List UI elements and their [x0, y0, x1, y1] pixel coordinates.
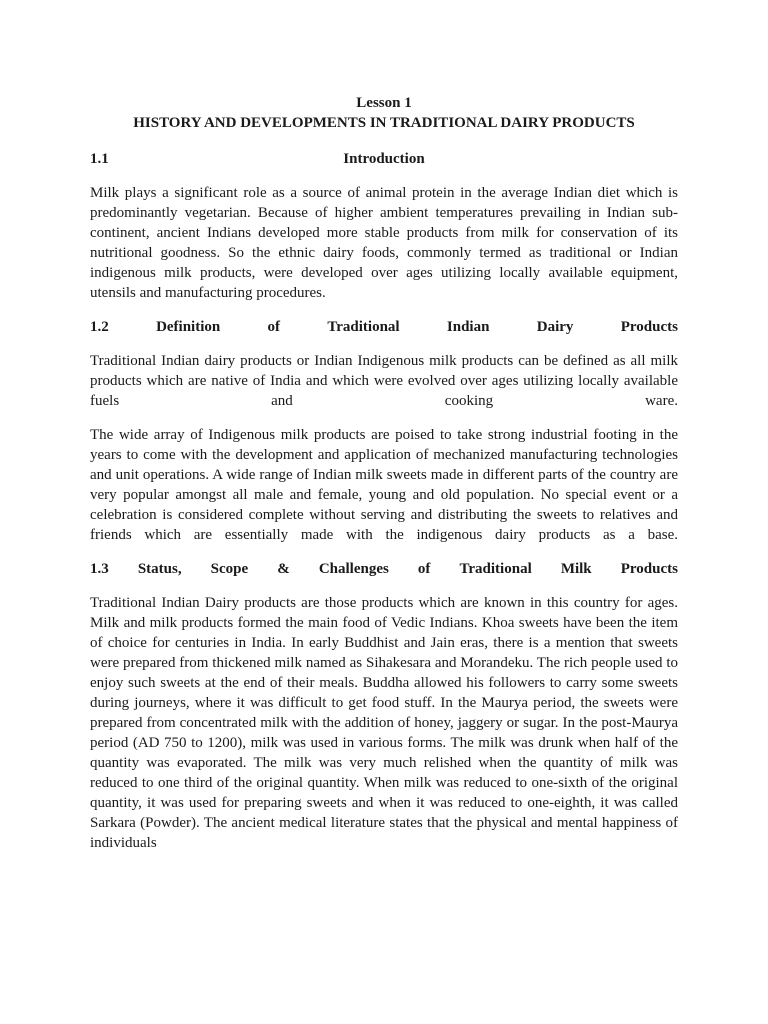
section-title-word: of [267, 319, 281, 335]
section-title-word: Dairy [536, 319, 574, 335]
paragraph-indigenous-products: The wide array of Indigenous milk products are poised to take strong industrial footing in the years to come with the development and application of mechanized manufacturing technologies and unit operations. A wide range of Indian milk sweets made in different parts of the country are very popular amongst all male and female, young and old population. No special event or a celebration is considered complete without serving and distributing the sweets to relatives and friends which are essentially made with the indigenous dairy products as a base. [90, 427, 678, 543]
section-title-word: Definition [156, 319, 221, 335]
section-number: 1.2 [90, 319, 109, 335]
section-heading-1-3 [90, 559, 678, 579]
section-title-word: Traditional [459, 561, 532, 577]
paragraph-introduction: Milk plays a significant role as a source of animal protein in the average Indian diet which is predominantly vegetarian. Because of higher ambient temperatures prevailing in Indian sub-continent, ancient Indians developed more stable products from milk for conservation of its nutritional goodness. So the ethnic dairy foods, commonly termed as traditional or Indian indigenous milk products, were developed over ages utilizing locally available equipment, utensils and manufacturing procedures. [90, 185, 678, 301]
lesson-number: Lesson 1 [356, 95, 412, 111]
section-title-word: Scope [210, 561, 249, 577]
paragraph-status-scope: Traditional Indian Dairy products are those products which are known in this country for ages. Milk and milk products formed the main food of Vedic Indians. Khoa sweets have been the item of choice for centuries in India. In early Buddhist and Jain eras, there is a mention that sweets were prepared from thickened milk named as Sihakesara and Morandeku. The rich people used to enjoy such sweets at the end of their meals. Buddha allowed his followers to carry some sweets during journeys, where it was difficult to get food stuff. In the Maurya period, the sweets were prepared from concentrated milk with the addition of honey, jaggery or sugar. In the post-Maurya period (AD 750 to 1200), milk was used in various forms. The milk was drunk when half of the quantity was evaporated. The milk was very much relished when the quantity of milk was reduced to one third of the original quantity. When milk was reduced to one-sixth of the original quantity, it was used for preparing sweets and when it was reduced to one-eighth, it was called Sarkara (Powder). The ancient medical literature states that the physical and mental happiness of individuals [90, 595, 678, 851]
section-title-word: Indian [446, 319, 490, 335]
section-title-word: Challenges [318, 561, 389, 577]
paragraph-definition: Traditional Indian dairy products or Indian Indigenous milk products can be defined as all milk products which are native of India and which were evolved over ages utilizing locally available fuels and cooking ware. [90, 353, 678, 409]
section-title-word: of [417, 561, 431, 577]
section-heading-1-2 [90, 317, 678, 337]
lesson-title: HISTORY AND DEVELOPMENTS IN TRADITIONAL DAIRY PRODUCTS [133, 115, 635, 131]
section-title-word: Milk [560, 561, 592, 577]
section-title-word: Products [620, 319, 678, 335]
section-title: Introduction [343, 151, 425, 167]
section-heading-1-1: 1.1 Introduction [90, 149, 678, 169]
section-title-word: Products [620, 561, 678, 577]
section-title-word: & [277, 561, 290, 577]
document-page [90, 93, 678, 867]
section-title-word: Status, [137, 561, 182, 577]
section-title-word: Traditional [327, 319, 400, 335]
section-number: 1.3 [90, 561, 109, 577]
